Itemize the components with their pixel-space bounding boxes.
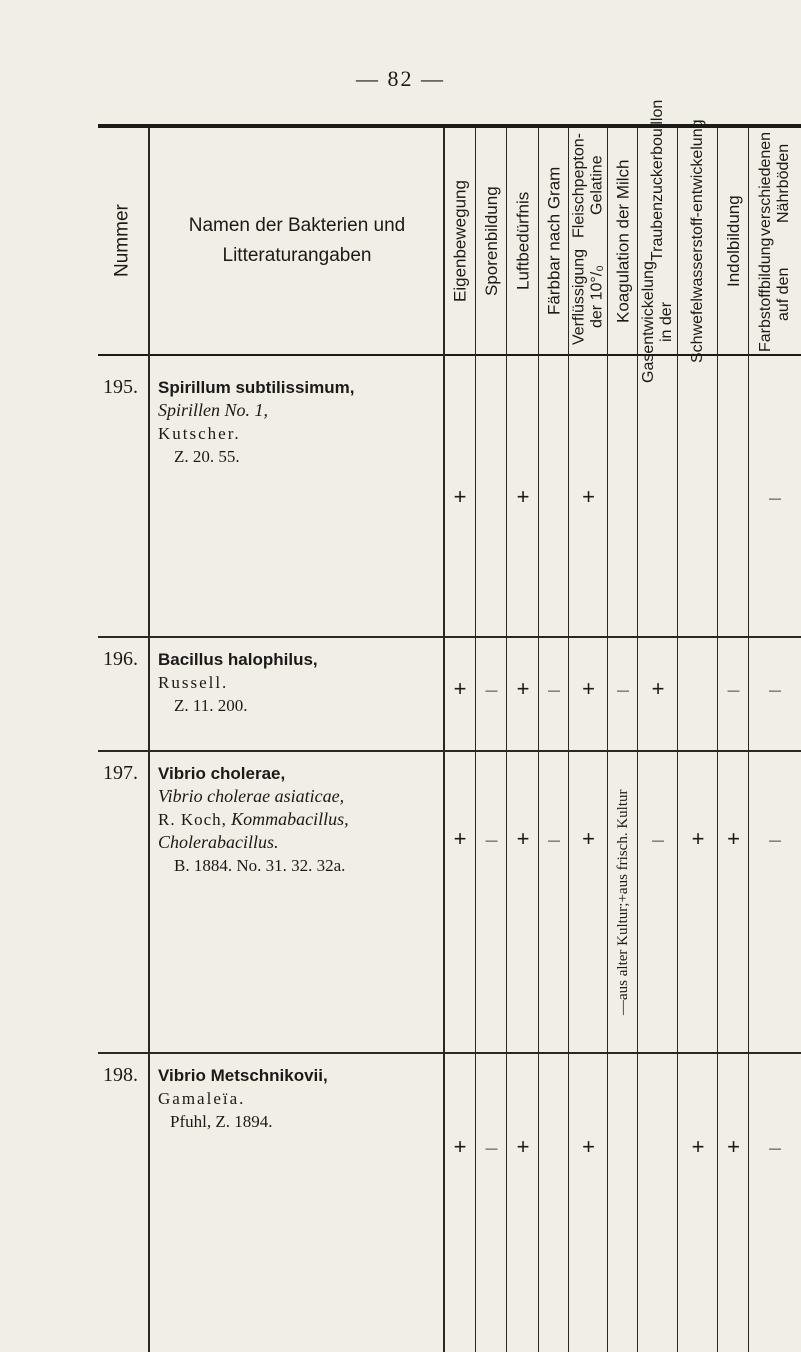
positive-mark: +	[516, 826, 530, 851]
negative-mark: —	[617, 683, 629, 697]
positive-mark: +	[727, 1134, 740, 1159]
header-milch: Koagulation der Milch	[613, 159, 633, 323]
page-number: — 82 —	[356, 66, 445, 91]
positive-mark: +	[582, 826, 595, 851]
reference: Z. 20. 55.	[174, 447, 240, 466]
header-indol: Indolbildung	[724, 195, 743, 287]
milk-coagulation-note: —aus alter Kultur;+aus frisch. Kultur	[615, 789, 631, 1015]
negative-mark: —	[652, 833, 664, 847]
positive-mark: +	[516, 484, 530, 509]
header-gram: Färbbar nach Gram	[544, 166, 564, 316]
bacterium-entry	[158, 762, 440, 877]
negative-mark: —	[769, 833, 781, 847]
positive-mark: +	[691, 1134, 705, 1159]
negative-mark: —	[769, 491, 781, 505]
species-name: Bacillus halophilus,	[158, 650, 318, 669]
negative-mark: —	[548, 683, 560, 697]
author: Russell.	[158, 673, 229, 692]
author-line	[158, 808, 440, 831]
header-gasentwickelung: Gasentwickelung in der Traubenzuckerbouillon	[640, 99, 675, 383]
header-sporenbildung: Sporenbildung	[482, 186, 501, 296]
reference: B. 1884. No. 31. 32. 32a.	[174, 856, 346, 875]
header-farbstoff: Farbstoffbildung auf den verschiedenen Nährböden	[757, 131, 792, 352]
negative-mark: —	[485, 833, 498, 847]
negative-mark: —	[485, 683, 498, 697]
species-name: Vibrio Metschnikovii,	[158, 1066, 328, 1085]
synonym: Vibrio cholerae asiaticae,	[158, 786, 345, 806]
header-schwefelwasserstoff: Schwefelwasserstoff- entwickelung	[689, 119, 706, 363]
negative-mark: —	[769, 1141, 781, 1155]
row-number: 196.	[103, 648, 138, 670]
synonym: Kommabacillus,	[231, 809, 349, 829]
positive-mark: +	[691, 826, 705, 851]
bacterium-entry	[158, 648, 440, 717]
row-divider	[98, 636, 801, 638]
positive-mark: +	[727, 826, 740, 851]
synonym: Spirillen No. 1,	[158, 400, 269, 420]
column-divider	[148, 128, 150, 1352]
species-name: Spirillum subtilissimum,	[158, 378, 355, 397]
positive-mark: +	[453, 826, 467, 851]
positive-mark: +	[453, 1134, 467, 1159]
positive-mark: +	[582, 1134, 595, 1159]
reference: Z. 11. 200.	[174, 696, 248, 715]
positive-mark: +	[651, 676, 665, 701]
row-divider	[98, 750, 801, 752]
synonym: Cholerabacillus.	[158, 832, 279, 852]
row-number: 198.	[103, 1064, 138, 1086]
negative-mark: —	[727, 683, 740, 697]
author: R. Koch,	[158, 810, 227, 829]
row-divider	[98, 1052, 801, 1054]
negative-mark: —	[548, 833, 560, 847]
species-name: Vibrio cholerae,	[158, 764, 286, 783]
header-name: Namen der Bakterien und Litteraturangaben	[188, 215, 406, 266]
positive-mark: +	[516, 676, 530, 701]
header-eigenbewegung: Eigenbewegung	[450, 180, 470, 302]
positive-mark: +	[582, 484, 595, 509]
bacterium-entry	[158, 376, 440, 468]
row-number: 197.	[103, 762, 138, 784]
author: Gamaleïa.	[158, 1089, 246, 1108]
positive-mark: +	[453, 484, 467, 509]
negative-mark: —	[769, 683, 781, 697]
header-nummer: Nummer	[111, 204, 133, 278]
reference: Pfuhl, Z. 1894.	[170, 1112, 273, 1131]
header-luftbeduerfnis: Luftbedürfnis	[513, 191, 533, 291]
header-gelatine: Verflüssigung der 10°/₀ Fleischpepton-Gelatine	[570, 133, 606, 345]
author: Kutscher.	[158, 424, 241, 443]
positive-mark: +	[516, 1134, 530, 1159]
positive-mark: +	[582, 676, 595, 701]
negative-mark: —	[485, 1141, 498, 1155]
row-number: 195.	[103, 376, 138, 398]
positive-mark: +	[453, 676, 467, 701]
bacterium-entry	[158, 1064, 440, 1133]
